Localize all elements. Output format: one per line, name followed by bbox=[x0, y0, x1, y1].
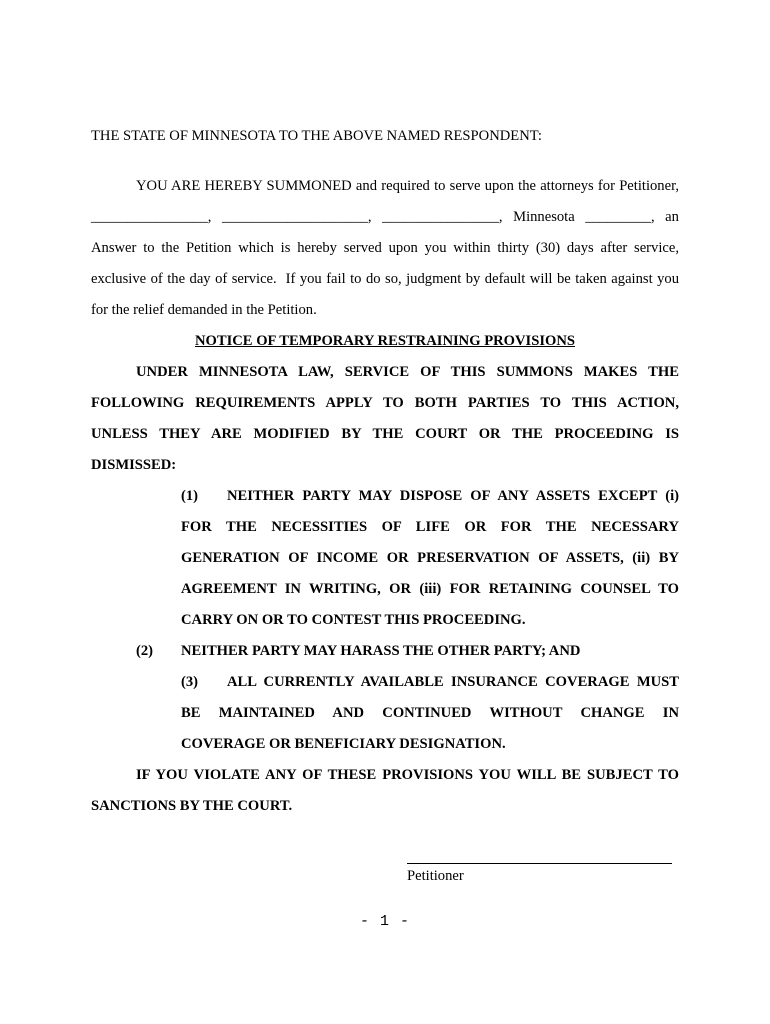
page-number: - 1 - bbox=[359, 913, 410, 930]
intro-line-2: FOLLOWING REQUIREMENTS APPLY TO BOTH PARTIES TO THIS ACTION, bbox=[91, 395, 679, 411]
notice-title: NOTICE OF TEMPORARY RESTRAINING PROVISIONS bbox=[194, 333, 576, 349]
state-name: Minnesota bbox=[513, 209, 575, 225]
zip-code-blank: _________, bbox=[585, 209, 655, 225]
intro-line-4: DISMISSED: bbox=[91, 457, 177, 473]
summons-line-2-end: an bbox=[665, 209, 679, 225]
intro-line-1: UNDER MINNESOTA LAW, SERVICE OF THIS SUMMONS MAKES THE bbox=[136, 364, 679, 380]
petitioner-label: Petitioner bbox=[407, 868, 464, 884]
attorney-city-blank: ________________, bbox=[382, 209, 503, 225]
provision-1-line-1: NEITHER PARTY MAY DISPOSE OF ANY ASSETS EXCEPT (i) bbox=[227, 488, 679, 504]
petitioner-signature-line[interactable] bbox=[407, 863, 672, 864]
provision-2-line-1: NEITHER PARTY MAY HARASS THE OTHER PARTY; AND bbox=[181, 643, 581, 659]
warning-line-1: IF YOU VIOLATE ANY OF THESE PROVISIONS YOU WILL BE SUBJECT TO bbox=[136, 767, 679, 783]
attorney-name-blank: ________________, bbox=[91, 209, 212, 225]
summons-line-1: YOU ARE HEREBY SUMMONED and required to serve upon the attorneys for Petitioner, bbox=[136, 178, 679, 194]
document-heading: THE STATE OF MINNESOTA TO THE ABOVE NAMED RESPONDENT: bbox=[91, 128, 542, 144]
provision-3-line-1: ALL CURRENTLY AVAILABLE INSURANCE COVERAGE MUST bbox=[227, 674, 679, 690]
attorney-address-blank: ____________________, bbox=[221, 209, 372, 225]
intro-line-3: UNLESS THEY ARE MODIFIED BY THE COURT OR THE PROCEEDING IS bbox=[91, 426, 679, 442]
summons-line-2 bbox=[91, 209, 679, 226]
provision-1-line-4: AGREEMENT IN WRITING, OR (iii) FOR RETAINING COUNSEL TO bbox=[181, 581, 679, 597]
provision-3-line-2: BE MAINTAINED AND CONTINUED WITHOUT CHANGE IN bbox=[181, 705, 679, 721]
provision-1-line-2: FOR THE NECESSITIES OF LIFE OR FOR THE NECESSARY bbox=[181, 519, 679, 535]
provision-3-number: (3) bbox=[181, 674, 199, 690]
provision-1-line-5: CARRY ON OR TO CONTEST THIS PROCEEDING. bbox=[181, 612, 526, 628]
summons-line-4: exclusive of the day of service. If you fail to do so, judgment by default will be taken against you bbox=[91, 271, 679, 287]
provision-3-line-3: COVERAGE OR BENEFICIARY DESIGNATION. bbox=[181, 736, 506, 752]
summons-line-3: Answer to the Petition which is hereby served upon you within thirty (30) days after service, bbox=[91, 240, 679, 256]
provision-1-number: (1) bbox=[181, 488, 199, 504]
warning-line-2: SANCTIONS BY THE COURT. bbox=[91, 798, 293, 814]
provision-1-line-3: GENERATION OF INCOME OR PRESERVATION OF ASSETS, (ii) BY bbox=[181, 550, 679, 566]
summons-line-5: for the relief demanded in the Petition. bbox=[91, 302, 317, 318]
provision-2-number: (2) bbox=[136, 643, 154, 659]
